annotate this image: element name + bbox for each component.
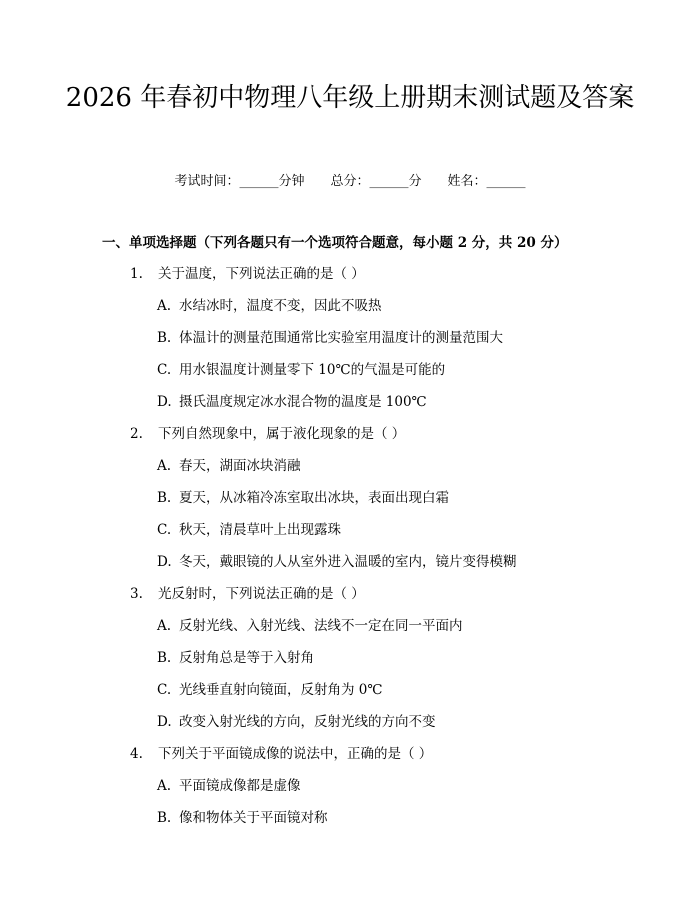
option-letter: B. <box>157 490 172 506</box>
option-text: 春天，湖面冰块消融 <box>179 458 301 474</box>
question-2-option-c <box>157 518 341 538</box>
question-3-option-c <box>157 678 382 698</box>
question-3 <box>130 582 365 602</box>
option-text: 夏天，从冰箱冷冻室取出冰块，表面出现白霜 <box>179 490 449 506</box>
question-text: 下列关于平面镜成像的说法中，正确的是（ ） <box>158 746 433 762</box>
option-letter: A. <box>157 298 172 314</box>
option-text: 平面镜成像都是虚像 <box>179 778 301 794</box>
document-title: 2026 年春初中物理八年级上册期末测试题及答案 <box>65 83 635 113</box>
total-score-label: 总分： <box>330 174 370 189</box>
option-letter: D. <box>157 714 172 730</box>
option-text: 改变入射光线的方向，反射光线的方向不变 <box>179 714 436 730</box>
exam-time-unit: 分钟 <box>278 174 305 189</box>
question-text: 下列自然现象中，属于液化现象的是（ ） <box>158 426 406 442</box>
exam-time-label: 考试时间： <box>174 174 240 189</box>
option-text: 反射角总是等于入射角 <box>179 650 314 666</box>
option-letter: A. <box>157 458 172 474</box>
option-text: 摄氏温度规定冰水混合物的温度是 100℃ <box>179 394 427 410</box>
total-score-unit: 分 <box>408 174 422 189</box>
option-text: 秋天，清晨草叶上出现露珠 <box>179 522 341 538</box>
question-number: 3. <box>130 586 143 602</box>
question-number: 4. <box>130 746 143 762</box>
option-text: 光线垂直射向镜面，反射角为 0℃ <box>179 682 383 698</box>
question-3-option-a <box>157 614 463 634</box>
option-letter: B. <box>157 650 172 666</box>
option-letter: A. <box>157 778 172 794</box>
option-letter: C. <box>157 362 172 378</box>
question-2-option-d <box>157 550 517 570</box>
question-text: 光反射时，下列说法正确的是（ ） <box>158 586 365 602</box>
option-text: 反射光线、入射光线、法线不一定在同一平面内 <box>179 618 463 634</box>
option-letter: B. <box>157 330 172 346</box>
question-1-option-a <box>157 294 382 314</box>
question-text: 关于温度，下列说法正确的是（ ） <box>158 266 365 282</box>
total-score-blank: ______ <box>369 174 409 189</box>
question-number: 1. <box>130 266 143 282</box>
option-text: 像和物体关于平面镜对称 <box>179 810 328 826</box>
question-2-option-b <box>157 486 449 506</box>
option-letter: C. <box>157 682 172 698</box>
option-letter: D. <box>157 554 172 570</box>
option-letter: C. <box>157 522 172 538</box>
exam-time-blank: ______ <box>239 174 279 189</box>
question-4 <box>130 742 432 762</box>
question-4-option-a <box>157 774 301 794</box>
exam-info-line <box>0 170 700 189</box>
question-number: 2. <box>130 426 143 442</box>
option-text: 体温计的测量范围通常比实验室用温度计的测量范围大 <box>179 330 503 346</box>
question-3-option-b <box>157 646 314 666</box>
question-4-option-b <box>157 806 328 826</box>
student-name-blank: ______ <box>486 174 526 189</box>
student-name-label: 姓名： <box>447 174 487 189</box>
option-text: 用水银温度计测量零下 10℃的气温是可能的 <box>179 362 446 378</box>
question-3-option-d <box>157 710 436 730</box>
option-letter: A. <box>157 618 172 634</box>
question-1-option-b <box>157 326 503 346</box>
question-2 <box>130 422 405 442</box>
question-1-option-c <box>157 358 445 378</box>
section-heading: 一、单项选择题（下列各题只有一个选项符合题意，每小题 2 分，共 20 分） <box>102 235 568 251</box>
option-text: 水结冰时，温度不变，因此不吸热 <box>179 298 382 314</box>
question-1-option-d <box>157 390 427 410</box>
option-text: 冬天，戴眼镜的人从室外进入温暖的室内，镜片变得模糊 <box>179 554 517 570</box>
question-1 <box>130 262 365 282</box>
option-letter: D. <box>157 394 172 410</box>
option-letter: B. <box>157 810 172 826</box>
question-2-option-a <box>157 454 301 474</box>
